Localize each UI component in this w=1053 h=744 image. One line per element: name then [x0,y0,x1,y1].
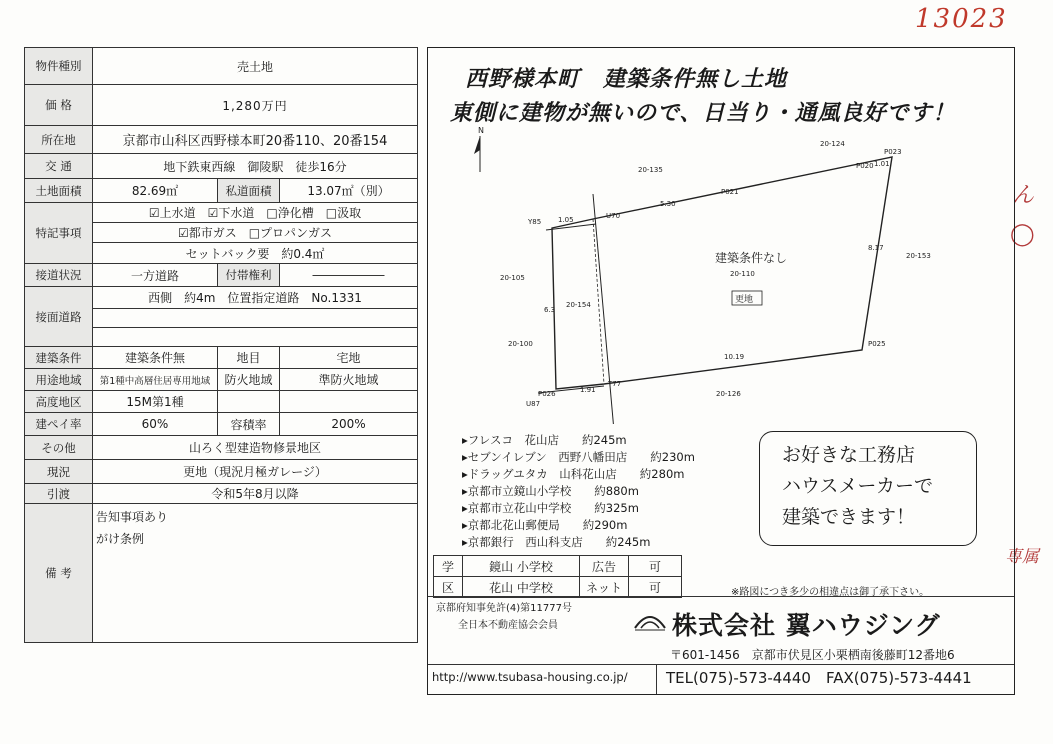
handwritten-mark-2: ◯ [1010,222,1035,247]
building-cond-label: 建築条件 [25,347,93,369]
boundary-marker-label: P023 [884,148,902,156]
neighbor-lot-label: 20-124 [820,140,845,148]
school-label-2: 区 [434,577,463,598]
remarks-label: 備 考 [25,504,93,643]
company-name: 株式会社 翼ハウジング [672,611,941,640]
private-road-label: 私道面積 [218,179,280,203]
land-cat-label: 地目 [218,347,280,369]
features-row-2: ☑都市ガス □プロパンガス [93,223,418,243]
message-line-1: お好きな工務店 [782,444,916,466]
handwritten-mark-1: ん [1012,183,1035,208]
property-flyer-panel [427,47,1015,695]
company-phone-fax: TEL(075)-573-4440 FAX(075)-573-4441 [666,669,972,687]
boundary-marker-label: P021 [721,188,739,196]
land-area-label: 土地面積 [25,179,93,203]
private-road-value: 13.07㎡（別） [280,179,418,203]
footer-divider [428,596,1014,597]
boundary-marker-label: T77 [608,380,622,388]
bcr-value: 60% [93,413,218,436]
amenity-item: ▸セブンイレブン 西野八幡田店 約230m [462,450,695,464]
license-number: 京都府知事免許(4)第11777号 [436,603,572,614]
zoning-label: 用途地域 [25,369,93,391]
boundary-marker-label: Y85 [528,218,542,226]
boundary-marker-label: U70 [606,212,621,220]
elementary-school: 鏡山 小学校 [463,556,580,577]
dimension-label: 5.30 [660,200,676,208]
message-line-2: ハウスメーカーで [782,475,934,497]
remarks-line-1: 告知事項あり [96,510,169,524]
amenity-item: ▸京都北花山郵便局 約290m [462,518,628,532]
handover-label: 引渡 [25,484,93,504]
junior-high-school: 花山 中学校 [463,577,580,598]
transport-label: 交 通 [25,154,93,179]
zoning-value: 第1種中高層住居専用地域 [93,369,218,391]
location-value: 京都市山科区西野様本町20番110、20番154 [93,126,418,154]
company-website-link[interactable]: http://www.tsubasa-housing.co.jp/ [432,670,628,684]
type-value: 売土地 [93,48,418,85]
builder-message-box [759,431,977,546]
neighbor-lot-label: 20-100 [508,340,533,348]
far-value: 200% [280,413,418,436]
ad-value: 可 [629,556,682,577]
message-line-3: 建築できます！ [782,506,916,528]
neighbor-lot-label: 20-105 [500,274,525,282]
neighbor-lot-label: 20-153 [906,252,931,260]
amenity-item: ▸京都市立鏡山小学校 約880m [462,484,639,498]
handover-value: 令和5年8月以降 [93,484,418,504]
dimension-label: 8.17 [868,244,884,252]
dimension-label: 6.3 [544,306,556,314]
land-area-value: 82.69㎡ [93,179,218,203]
company-address: 〒601-1456 京都市伏見区小栗栖南後藤町12番地6 [670,648,955,662]
land-cat-value: 宅地 [280,347,418,369]
lot-tag: 更地 [735,295,754,305]
access-value: 一方道路 [93,264,218,287]
rights-label: 付帯権利 [218,264,280,287]
map-disclaimer: ※路図につき多少の相違点は御了承下さい。 [731,587,930,598]
lot-number: 20-110 [730,270,755,278]
status-value: 更地（現況月極ガレージ） [93,460,418,484]
road-row-3 [93,328,418,347]
amenity-item: ▸京都市立花山中学校 約325m [462,501,639,515]
dimension-label: 1.01 [874,160,890,168]
handwritten-mark-3: 専属 [1005,547,1039,567]
type-label: 物件種別 [25,48,93,85]
boundary-marker-label: P020 [856,162,874,170]
road-label: 接面道路 [25,287,93,347]
features-label: 特記事項 [25,203,93,264]
dimension-label: 1.91 [580,386,596,394]
school-district-table [433,555,682,598]
access-label: 接道状況 [25,264,93,287]
transport-value: 地下鉄東西線 御陵駅 徒歩16分 [93,154,418,179]
neighbor-lot-label: 20-126 [716,390,741,398]
boundary-marker-label: P026 [538,390,556,398]
association: 全日本不動産協会会員 [458,620,558,631]
remarks-line-2: がけ条例 [96,532,145,546]
amenity-item: ▸京都銀行 西山科支店 約245m [462,535,651,549]
far-label: 容積率 [218,413,280,436]
price-label: 価 格 [25,85,93,126]
net-value: 可 [629,577,682,598]
net-label: ネット [580,577,629,598]
boundary-marker-label: U87 [526,400,541,408]
neighbor-lot-label: 20-154 [566,301,591,309]
road-line [593,194,621,424]
road-row-2 [93,309,418,328]
location-label: 所在地 [25,126,93,154]
north-label: N [478,126,484,135]
lot-survey-map [428,124,1014,424]
other-value: 山ろく型建造物修景地区 [93,436,418,460]
status-label: 現況 [25,460,93,484]
handwritten-number: 13023 [915,4,1008,34]
rights-value: ―――――― [280,264,418,287]
height-label: 高度地区 [25,391,93,413]
dimension-label: 1.05 [558,216,574,224]
headline-1: 西野様本町 建築条件無し土地 [465,67,788,92]
headline-2: 東側に建物が無いので、日当り・通風良好です！ [450,101,956,126]
ad-label: 広告 [580,556,629,577]
price-value: 1,280万円 [93,85,418,126]
bcr-label: 建ぺイ率 [25,413,93,436]
road-row-1: 西側 約4m 位置指定道路 No.1331 [93,287,418,309]
lot-center-label: 建築条件なし [715,251,788,265]
amenity-item: ▸ドラッグユタカ 山科花山店 約280m [462,467,685,481]
school-label-1: 学 [434,556,463,577]
fire-label: 防火地域 [218,369,280,391]
dimension-label: 10.19 [724,353,745,361]
boundary-marker-label: P025 [868,340,886,348]
fire-value: 準防火地域 [280,369,418,391]
amenity-item: ▸フレスコ 花山店 約245m [462,433,627,447]
height-value: 15M第1種 [93,391,218,413]
other-label: その他 [25,436,93,460]
neighbor-lot-label: 20-135 [638,166,663,174]
license-info [436,600,572,634]
building-cond-value: 建築条件無 [93,347,218,369]
company-logo-icon [632,608,668,636]
features-row-3: セットバック要 約0.4㎡ [93,243,418,264]
property-spec-table [24,47,418,643]
features-row-1: ☑上水道 ☑下水道 □浄化槽 □汲取 [93,203,418,223]
remarks-value [93,504,418,643]
